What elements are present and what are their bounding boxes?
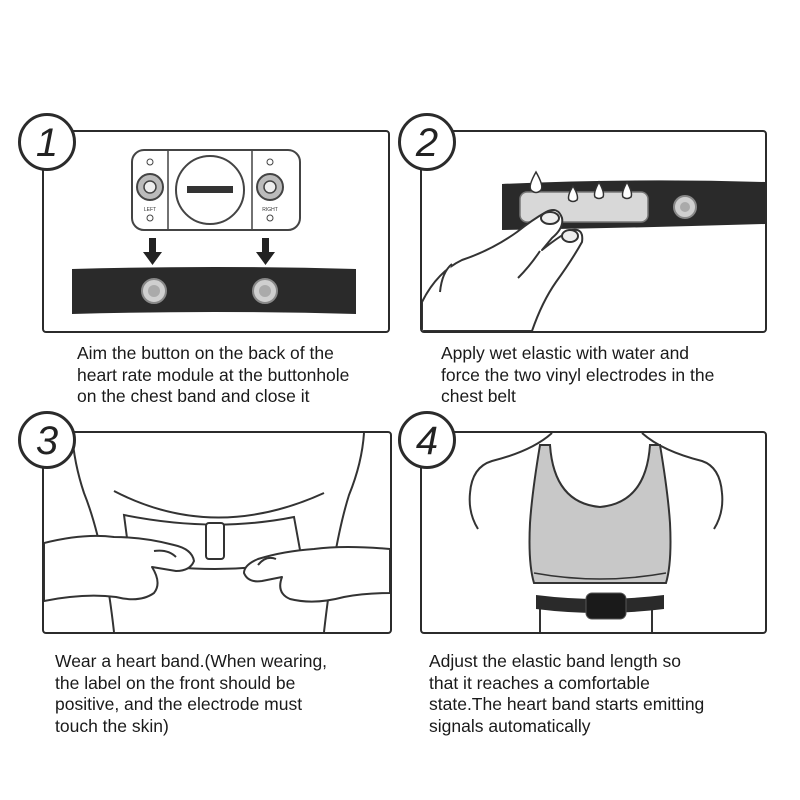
caption-line: Wear a heart band.(When wearing, — [55, 651, 328, 671]
step-4-number: 4 — [415, 419, 439, 463]
caption-line: force the two vinyl electrodes in the — [441, 364, 715, 385]
step-3-number: 3 — [35, 419, 59, 463]
down-arrow-icon — [256, 238, 275, 265]
caption-line: Apply wet elastic with water and — [441, 343, 690, 363]
caption-line: signals automatically — [429, 715, 591, 736]
step-2-number-badge — [398, 113, 456, 171]
caption-line: the label on the front should be — [55, 672, 296, 693]
step-1-number-badge — [18, 113, 76, 171]
step-4-caption — [429, 651, 704, 737]
step-1-number: 1 — [35, 121, 59, 165]
step-3-number-badge — [18, 411, 76, 469]
step-3-caption — [55, 651, 327, 737]
sports-bra — [530, 445, 671, 583]
step-1-caption — [77, 343, 349, 408]
caption-line: Aim the button on the back of the — [77, 343, 334, 363]
down-arrow-icon — [143, 238, 162, 265]
step-3-illustration — [42, 431, 392, 634]
caption-line: Adjust the elastic band length so — [429, 651, 681, 671]
caption-line: on the chest band and close it — [77, 386, 310, 406]
step-1-illustration — [42, 130, 390, 333]
caption-line: touch the skin) — [55, 715, 169, 736]
caption-line: chest belt — [441, 386, 516, 406]
caption-line: state.The heart band starts emitting — [429, 694, 705, 714]
chest-band — [536, 593, 664, 619]
module-left-label: LEFT — [143, 207, 157, 213]
step-4-number-badge — [398, 411, 456, 469]
heart-rate-module — [132, 150, 300, 230]
step-2-illustration — [420, 130, 767, 333]
module-right-label: RIGHT — [262, 207, 278, 213]
caption-line: heart rate module at the buttonhole — [77, 364, 350, 385]
caption-line: positive, and the electrode must — [55, 694, 303, 714]
step-2-number: 2 — [415, 121, 439, 165]
chest-band — [72, 267, 356, 314]
caption-line: that it reaches a comfortable — [429, 672, 650, 693]
step-4-illustration — [420, 431, 767, 634]
step-2-caption — [441, 343, 714, 408]
